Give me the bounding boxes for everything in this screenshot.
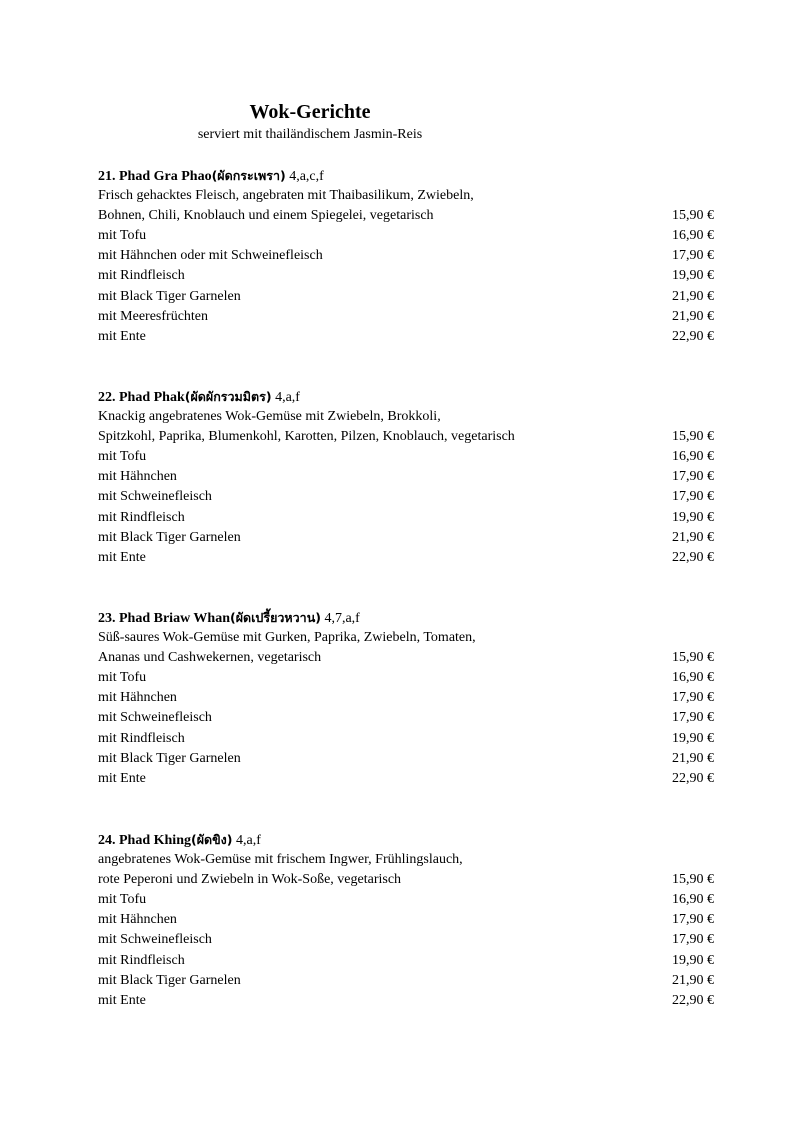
option-row bbox=[98, 688, 714, 708]
dish-header bbox=[98, 166, 714, 186]
option-row bbox=[98, 971, 714, 991]
option-label: mit Ente bbox=[98, 992, 146, 1008]
option-row bbox=[98, 769, 714, 789]
option-row bbox=[98, 487, 714, 507]
price: 21,90 € bbox=[672, 288, 714, 304]
dish-section-21 bbox=[98, 166, 714, 347]
option-row bbox=[98, 951, 714, 971]
option-row bbox=[98, 226, 714, 246]
option-row bbox=[98, 991, 714, 1011]
option-label: mit Hähnchen bbox=[98, 690, 177, 706]
option-row bbox=[98, 266, 714, 286]
option-label: mit Black Tiger Garnelen bbox=[98, 529, 241, 545]
price: 17,90 € bbox=[672, 469, 714, 485]
price: 21,90 € bbox=[672, 972, 714, 988]
option-row bbox=[98, 708, 714, 728]
dish-thai-name: (ผัดขิง) bbox=[190, 832, 233, 847]
dish-description: rote Peperoni und Zwiebeln in Wok-Soße, vegetarisch bbox=[98, 872, 402, 888]
dish-name: 22. Phad Phak bbox=[98, 390, 185, 405]
option-label: mit Black Tiger Garnelen bbox=[98, 288, 241, 304]
page-title: Wok-Gerichte bbox=[249, 101, 371, 123]
dish-base-row bbox=[98, 206, 714, 226]
option-row bbox=[98, 307, 714, 327]
dish-header bbox=[98, 608, 714, 628]
option-row bbox=[98, 749, 714, 769]
option-label: mit Black Tiger Garnelen bbox=[98, 972, 241, 988]
dish-allergens: 4,a,f bbox=[275, 390, 300, 405]
dish-thai-name: (ผัดเปรี้ยวหวาน) bbox=[230, 610, 321, 625]
option-row bbox=[98, 287, 714, 307]
price: 15,90 € bbox=[672, 208, 714, 224]
dish-section-23 bbox=[98, 608, 714, 789]
dish-thai-name: (ผัดผักรวมมิตร) bbox=[184, 389, 272, 404]
dish-description-line bbox=[98, 628, 714, 648]
dish-description-line bbox=[98, 186, 714, 206]
dish-base-row bbox=[98, 648, 714, 668]
option-label: mit Hähnchen oder mit Schweinefleisch bbox=[98, 248, 323, 264]
option-row bbox=[98, 729, 714, 749]
dish-name: 21. Phad Gra Phao bbox=[98, 169, 212, 184]
dish-thai-name: (ผัดกระเพรา) bbox=[211, 168, 286, 183]
option-label: mit Tofu bbox=[98, 892, 147, 908]
price: 21,90 € bbox=[672, 750, 714, 766]
price: 17,90 € bbox=[672, 690, 714, 706]
price: 22,90 € bbox=[672, 328, 714, 344]
price: 17,90 € bbox=[672, 912, 714, 928]
price: 15,90 € bbox=[672, 650, 714, 666]
option-label: mit Meeresfrüchten bbox=[98, 308, 209, 324]
price: 21,90 € bbox=[672, 529, 714, 545]
dish-description: Spitzkohl, Paprika, Blumenkohl, Karotten, Pilzen, Knoblauch, vegetarisch bbox=[98, 429, 515, 445]
option-label: mit Ente bbox=[98, 549, 146, 565]
option-label: mit Hähnchen bbox=[98, 469, 177, 485]
option-label: mit Tofu bbox=[98, 449, 147, 465]
option-row bbox=[98, 528, 714, 548]
price: 21,90 € bbox=[672, 308, 714, 324]
price: 22,90 € bbox=[672, 992, 714, 1008]
option-label: mit Tofu bbox=[98, 228, 147, 244]
option-label: mit Schweinefleisch bbox=[98, 710, 212, 726]
dish-description: Bohnen, Chili, Knoblauch und einem Spiegelei, vegetarisch bbox=[98, 208, 434, 224]
price: 19,90 € bbox=[672, 268, 714, 284]
option-row bbox=[98, 890, 714, 910]
dish-name: 23. Phad Briaw Whan bbox=[98, 611, 230, 626]
option-row bbox=[98, 508, 714, 528]
option-label: mit Rindfleisch bbox=[98, 268, 185, 284]
dish-description: angebratenes Wok-Gemüse mit frischem Ingwer, Frühlingslauch, bbox=[98, 852, 463, 868]
price: 16,90 € bbox=[672, 228, 714, 244]
option-row bbox=[98, 668, 714, 688]
option-label: mit Schweinefleisch bbox=[98, 489, 212, 505]
dish-description: Frisch gehacktes Fleisch, angebraten mit Thaibasilikum, Zwiebeln, bbox=[98, 188, 474, 204]
price: 19,90 € bbox=[672, 952, 714, 968]
option-row bbox=[98, 548, 714, 568]
option-label: mit Ente bbox=[98, 770, 146, 786]
dish-description: Knackig angebratenes Wok-Gemüse mit Zwiebeln, Brokkoli, bbox=[98, 409, 441, 425]
option-row bbox=[98, 246, 714, 266]
option-label: mit Ente bbox=[98, 328, 146, 344]
dish-section-24 bbox=[98, 830, 714, 1011]
option-label: mit Tofu bbox=[98, 670, 147, 686]
option-label: mit Black Tiger Garnelen bbox=[98, 750, 241, 766]
option-row bbox=[98, 467, 714, 487]
option-row bbox=[98, 447, 714, 467]
option-label: mit Rindfleisch bbox=[98, 952, 185, 968]
price: 16,90 € bbox=[672, 670, 714, 686]
price: 19,90 € bbox=[672, 509, 714, 525]
option-label: mit Rindfleisch bbox=[98, 730, 185, 746]
price: 16,90 € bbox=[672, 449, 714, 465]
price: 15,90 € bbox=[672, 872, 714, 888]
option-label: mit Rindfleisch bbox=[98, 509, 185, 525]
option-label: mit Schweinefleisch bbox=[98, 932, 212, 948]
dish-allergens: 4,7,a,f bbox=[324, 611, 360, 626]
price: 17,90 € bbox=[672, 710, 714, 726]
dish-description: Süß-saures Wok-Gemüse mit Gurken, Paprika, Zwiebeln, Tomaten, bbox=[98, 630, 476, 646]
dish-description-line bbox=[98, 407, 714, 427]
dish-description: Ananas und Cashwekernen, vegetarisch bbox=[98, 650, 322, 666]
dish-description-line bbox=[98, 850, 714, 870]
dish-name: 24. Phad Khing bbox=[98, 833, 191, 848]
dish-allergens: 4,a,c,f bbox=[289, 169, 324, 184]
price: 17,90 € bbox=[672, 489, 714, 505]
option-row bbox=[98, 327, 714, 347]
dish-section-22 bbox=[98, 387, 714, 568]
dish-base-row bbox=[98, 870, 714, 890]
price: 22,90 € bbox=[672, 549, 714, 565]
price: 17,90 € bbox=[672, 932, 714, 948]
price: 22,90 € bbox=[672, 770, 714, 786]
dish-header bbox=[98, 387, 714, 407]
dish-allergens: 4,a,f bbox=[236, 833, 261, 848]
dish-header bbox=[98, 830, 714, 850]
option-row bbox=[98, 930, 714, 950]
price: 15,90 € bbox=[672, 429, 714, 445]
page-subtitle: serviert mit thailändischem Jasmin-Reis bbox=[197, 127, 423, 142]
option-row bbox=[98, 910, 714, 930]
option-label: mit Hähnchen bbox=[98, 912, 177, 928]
price: 16,90 € bbox=[672, 892, 714, 908]
dish-base-row bbox=[98, 427, 714, 447]
price: 17,90 € bbox=[672, 248, 714, 264]
price: 19,90 € bbox=[672, 730, 714, 746]
